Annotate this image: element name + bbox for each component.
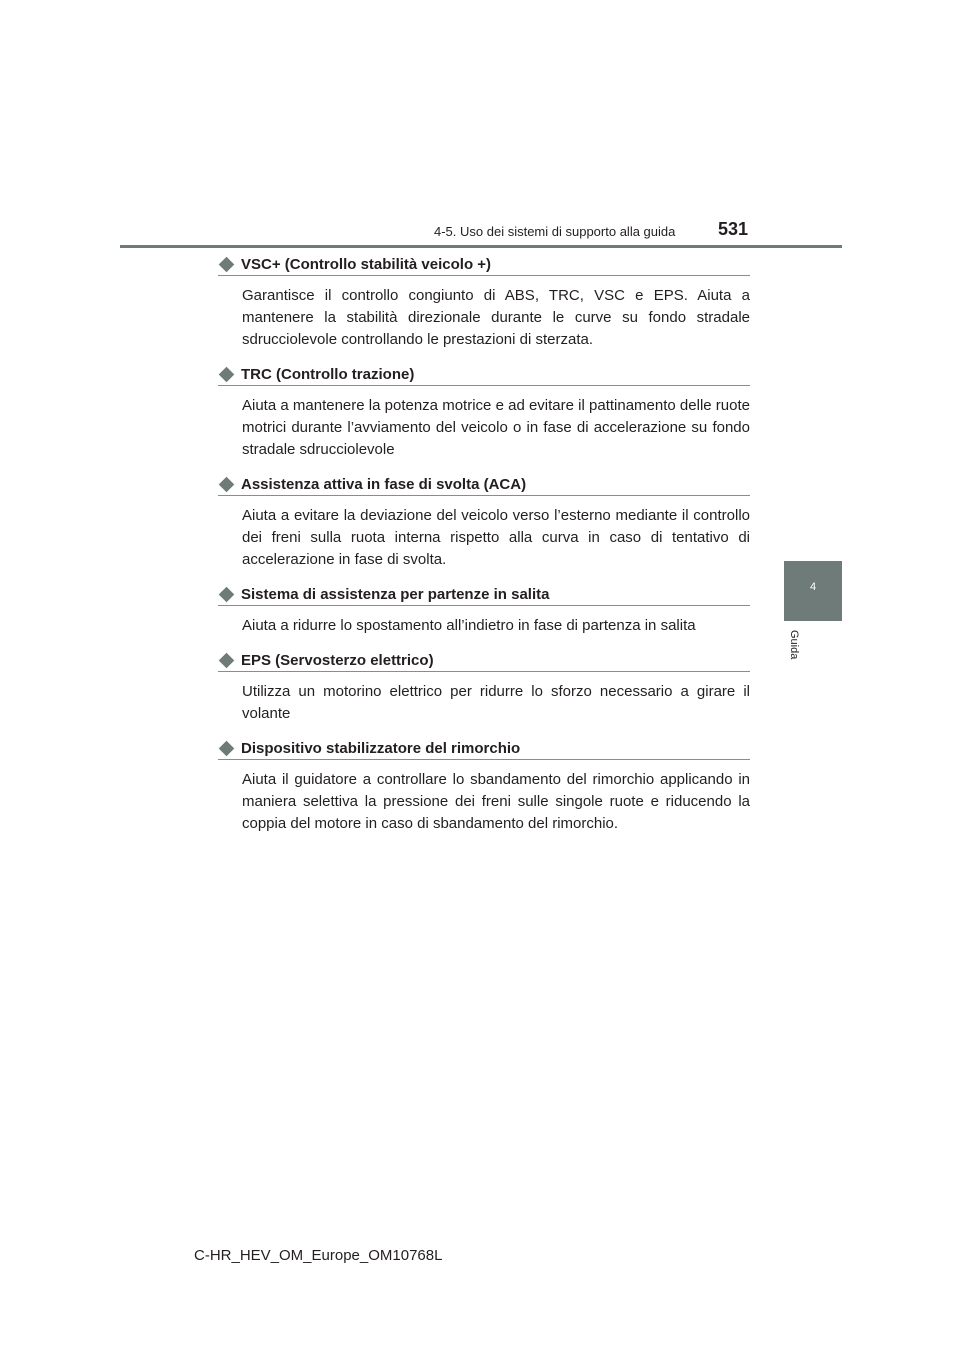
section-body: Aiuta a ridurre lo spostamento all’indietro in fase di partenza in salita xyxy=(242,617,696,634)
diamond-bullet-icon xyxy=(219,476,235,492)
section-body: Garantisce il controllo congiunto di ABS, TRC, VSC e EPS. Aiuta a mantenere la stabilità direzionale durante le curve su fondo stradale sdrucciolevole controllando le prestazioni di sterzata. xyxy=(242,287,750,348)
section-body: Aiuta a mantenere la potenza motrice e ad evitare il pattinamento delle ruote motrici durante l’avviamento del veicolo o in fase di accelerazione su fondo stradale sdrucciolevole xyxy=(242,397,750,458)
chapter-tab-number: 4 xyxy=(809,581,817,593)
section-heading-text: VSC+ (Controllo stabilità veicolo +) xyxy=(241,255,492,273)
section-heading xyxy=(218,738,750,760)
section-heading-text: TRC (Controllo trazione) xyxy=(241,365,415,383)
section-trailer-sway-control xyxy=(218,738,750,835)
section-heading-text: Assistenza attiva in fase di svolta (ACA) xyxy=(241,475,527,493)
page-number: 531 xyxy=(718,219,749,239)
section-aca xyxy=(218,474,750,571)
section-body: Aiuta il guidatore a controllare lo sbandamento del rimorchio applicando in maniera selettiva la pressione dei freni sulle singole ruote e riducendo la coppia del motore in caso di sbandamento del rimorchio. xyxy=(242,771,750,832)
section-vsc xyxy=(218,254,750,351)
section-heading-text: Dispositivo stabilizzatore del rimorchio xyxy=(241,739,521,757)
section-heading xyxy=(218,650,750,672)
diamond-bullet-icon xyxy=(219,740,235,756)
main-content xyxy=(218,254,750,848)
section-heading xyxy=(218,584,750,606)
header-section-title: 4-5. Uso dei sistemi di supporto alla guida xyxy=(434,224,676,239)
section-body: Aiuta a evitare la deviazione del veicolo verso l’esterno mediante il controllo dei freni sulla ruota interna rispetto alla curva in caso di tentativo di accelerazione in fase di svolta. xyxy=(242,507,750,568)
section-trc xyxy=(218,364,750,461)
chapter-tab-label: Guida xyxy=(788,630,800,660)
diamond-bullet-icon xyxy=(219,652,235,668)
section-hill-start-assist xyxy=(218,584,750,637)
document-code: C-HR_HEV_OM_Europe_OM10768L xyxy=(194,1247,443,1264)
section-heading-text: Sistema di assistenza per partenze in salita xyxy=(241,585,550,603)
section-heading xyxy=(218,254,750,276)
header-divider xyxy=(120,245,842,248)
diamond-bullet-icon xyxy=(219,586,235,602)
diamond-bullet-icon xyxy=(219,256,235,272)
section-heading xyxy=(218,364,750,386)
section-body: Utilizza un motorino elettrico per ridurre lo sforzo necessario a girare il volante xyxy=(242,683,750,722)
section-heading xyxy=(218,474,750,496)
section-eps xyxy=(218,650,750,725)
section-heading-text: EPS (Servosterzo elettrico) xyxy=(241,651,434,669)
diamond-bullet-icon xyxy=(219,366,235,382)
chapter-tab[interactable] xyxy=(784,561,842,621)
